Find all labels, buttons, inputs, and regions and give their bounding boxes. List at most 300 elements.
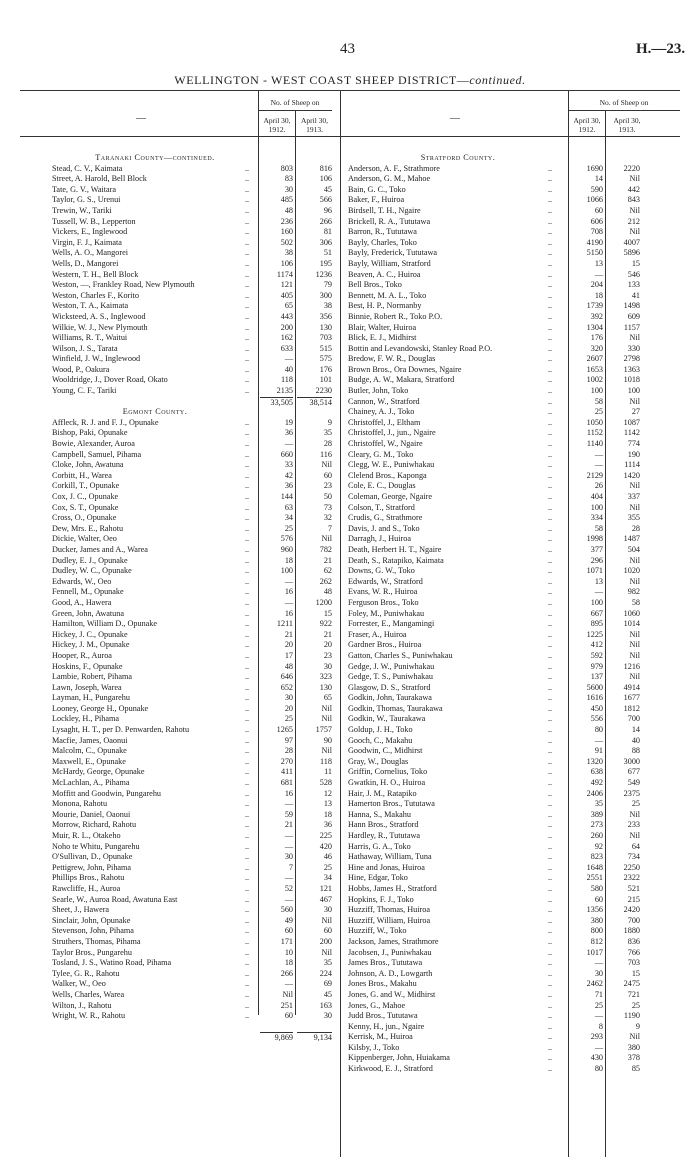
table-row [348, 428, 648, 439]
table-row [52, 1001, 332, 1012]
owner-name: Morrow, Richard, Rahotu [52, 820, 137, 830]
table-row [348, 206, 648, 217]
sheep-1912: — [284, 354, 293, 364]
owner-name: Bennett, M. A. L., Toko [348, 290, 427, 300]
owner-name: Pettigrew, John, Pihama [52, 862, 132, 872]
owner-name: Christoffel, W., Ngaire [348, 439, 423, 449]
owner-name: Sinclair, John, Opunake [52, 915, 131, 925]
sheep-1912: 20 [284, 640, 293, 650]
owner-name: Bredow, F. W. R., Douglas [348, 354, 436, 364]
owner-name: Maxwell, E., Opunake [52, 756, 126, 766]
table-row [348, 630, 648, 641]
table-row [348, 958, 648, 969]
sheep-1913: 81 [323, 227, 332, 237]
owner-name: Johnson, A. D., Lowgarth [348, 968, 433, 978]
table-row [52, 609, 332, 620]
owner-name: Lockley, H., Pihama [52, 714, 119, 724]
right-subheader-rule [568, 110, 680, 111]
owner-name: Wilson, J. S., Tarata [52, 343, 118, 353]
leader-dots: .. [548, 343, 553, 353]
leader-dots: .. [245, 597, 250, 607]
header-bottom-rule [20, 136, 680, 137]
table-row [52, 873, 332, 884]
owner-name: Bayly, Charles, Toko [348, 237, 417, 247]
sheep-1913: 163 [319, 1000, 332, 1010]
sheep-1913: 73 [323, 502, 332, 512]
sheep-1912: 380 [590, 915, 603, 925]
table-row [52, 767, 332, 778]
sheep-1912: 28 [284, 746, 293, 756]
sheep-1912: — [284, 831, 293, 840]
owner-name: Mourie, Daniel, Oaonui [52, 809, 131, 819]
leader-dots: .. [548, 184, 553, 194]
sheep-1912: 38 [284, 248, 293, 258]
sheep-1913: 262 [319, 576, 332, 586]
left-header-no-of-sheep: No. of Sheep on [270, 98, 320, 107]
table-row [348, 598, 648, 609]
owner-name: Godkin, Thomas, Taurakawa [348, 703, 443, 713]
leader-dots: .. [245, 428, 250, 438]
sheep-1913: 609 [627, 311, 640, 321]
sheep-1913: 118 [320, 756, 332, 766]
sheep-1913: 521 [627, 883, 640, 893]
owner-name: Hanna, S., Makahu [348, 809, 411, 819]
owner-name: Binnie, Robert R., Toko P.O. [348, 311, 443, 321]
page-number: 43 [340, 41, 355, 57]
sheep-1912: 91 [594, 746, 603, 756]
owner-name: Griffin, Cornelius, Toko [348, 767, 428, 777]
sheep-1913: 1420 [623, 470, 640, 480]
owner-name: Corkill, T., Opunake [52, 481, 120, 491]
sheep-1913: 36 [323, 820, 332, 830]
owner-name: Bishop, Paki, Opunake [52, 428, 128, 438]
table-row [52, 842, 332, 853]
sheep-1912: 80 [594, 1064, 603, 1074]
leader-dots: .. [548, 831, 553, 840]
leader-dots: .. [548, 322, 553, 332]
table-row [348, 990, 648, 1001]
table-row [348, 736, 648, 747]
table-row [52, 460, 332, 471]
sheep-1913: 515 [319, 343, 332, 353]
sheep-1913: 100 [627, 386, 640, 396]
owner-name: Hopkins, F. J., Toko [348, 894, 414, 904]
sheep-1912: 17 [284, 650, 293, 660]
leader-dots: .. [245, 343, 250, 353]
sheep-1912: 260 [590, 831, 603, 840]
table-row [348, 799, 648, 810]
table-row [52, 428, 332, 439]
table-row [348, 662, 648, 673]
sheep-1912: 708 [590, 227, 603, 237]
leader-dots: .. [548, 735, 553, 745]
sheep-1912: 1225 [586, 629, 603, 639]
owner-name: Foley, M., Puniwhakau [348, 608, 425, 618]
owner-name: Tosland, J. S., Watino Road, Pihama [52, 958, 172, 968]
sheep-1912: 1998 [586, 534, 603, 544]
owner-name: Young, C. F., Tariki [52, 386, 117, 396]
sheep-1913: 12 [323, 788, 332, 798]
leader-dots: .. [548, 1021, 553, 1031]
sheep-1912: 21 [284, 820, 293, 830]
page-code: H.—23. [636, 41, 686, 57]
sheep-1913: 23 [323, 481, 332, 491]
sheep-1913: 1087 [623, 417, 640, 427]
sheep-1912: 25 [284, 523, 293, 533]
sheep-1912: 21 [284, 629, 293, 639]
sheep-1913: 766 [627, 947, 640, 957]
sheep-1913: 38 [323, 301, 332, 311]
table-row [52, 545, 332, 556]
sheep-1913: 1498 [623, 301, 640, 311]
table-row [348, 905, 648, 916]
sheep-1913: Nil [629, 629, 640, 639]
owner-name: Goodwin, C., Midhirst [348, 746, 423, 756]
sheep-1912: 293 [590, 1032, 603, 1042]
table-row [52, 195, 332, 206]
leader-dots: .. [548, 460, 553, 470]
owner-name: Forrester, E., Mangamingi [348, 619, 435, 629]
sheep-1912: 2129 [586, 470, 603, 480]
table-row [52, 375, 332, 386]
owner-name: Dew, Mrs. E., Rahotu [52, 523, 124, 533]
table-row [52, 556, 332, 567]
sheep-1912: 1050 [586, 417, 603, 427]
sheep-1913: Nil [629, 672, 640, 682]
table-row [348, 640, 648, 651]
owner-name: Goldup, J. H., Toko [348, 725, 413, 735]
leader-dots: .. [245, 714, 250, 724]
leader-dots: .. [245, 576, 250, 586]
leader-dots: .. [548, 883, 553, 893]
owner-name: Lambie, Robert, Pihama [52, 672, 133, 682]
sheep-1913: 442 [627, 184, 640, 194]
leader-dots: .. [245, 947, 250, 957]
leader-dots: .. [548, 746, 553, 756]
sheep-1912: 681 [280, 778, 293, 788]
owner-name: Hamerton Bros., Tututawa [348, 799, 435, 809]
leader-dots: .. [548, 936, 553, 946]
owner-name: Bayly, William, Stratford [348, 258, 431, 268]
sheep-1912: 580 [590, 883, 603, 893]
sheep-1913: 195 [319, 258, 332, 268]
section-title: Taranaki County—continued. [95, 153, 215, 162]
sheep-1912: 1356 [586, 905, 603, 915]
owner-name: Dudley, E. J., Opunake [52, 555, 128, 565]
sheep-1912: — [594, 587, 603, 597]
sheep-1912: 100 [590, 386, 603, 396]
table-row [52, 503, 332, 514]
sheep-1913: 816 [319, 163, 332, 173]
sheep-1913: 546 [627, 269, 640, 279]
sheep-1912: 19 [284, 417, 293, 427]
leader-dots: .. [548, 979, 553, 989]
owner-name: Wells, Charles, Warea [52, 989, 125, 999]
sheep-1913: 190 [627, 449, 640, 459]
table-row [52, 990, 332, 1001]
sheep-1913: 11 [324, 767, 332, 777]
title-main: WELLINGTON - WEST COAST SHEEP DISTRICT— [174, 73, 470, 87]
owner-name: Hickey, J. C., Opunake [52, 629, 128, 639]
table-row [348, 566, 648, 577]
leader-dots: .. [245, 587, 250, 597]
table-row [52, 969, 332, 980]
owner-name: Wells, A. O., Mangorei [52, 248, 128, 258]
sheep-1913: 28 [323, 439, 332, 449]
owner-name: Dickie, Walter, Oeo [52, 534, 117, 544]
sheep-1912: 60 [594, 894, 603, 904]
sheep-1912: 1739 [586, 301, 603, 311]
owner-name: Edwards, W., Stratford [348, 576, 423, 586]
table-row [52, 852, 332, 863]
sheep-1912: 36 [284, 428, 293, 438]
leader-dots: .. [548, 799, 553, 809]
owner-name: Judd Bros., Tututawa [348, 1011, 418, 1021]
sheep-1913: Nil [629, 650, 640, 660]
table-row [348, 375, 648, 386]
table-row [52, 513, 332, 524]
table-row [348, 280, 648, 291]
left-name-header-dash: — [136, 113, 146, 124]
leader-dots: .. [245, 470, 250, 480]
sheep-1912: 660 [280, 449, 293, 459]
sheep-1912: 960 [280, 544, 293, 554]
leader-dots: .. [245, 852, 250, 862]
owner-name: Layman, H., Pungarehu [52, 693, 130, 703]
table-row [348, 1064, 648, 1075]
sheep-1913: Nil [629, 640, 640, 650]
sheep-1913: 215 [627, 894, 640, 904]
table-row [52, 640, 332, 651]
sheep-1912: 13 [594, 576, 603, 586]
sheep-1913: 23 [323, 650, 332, 660]
owner-name: Hobbs, James H., Stratford [348, 883, 437, 893]
sheep-1912: 606 [590, 216, 603, 226]
sheep-1913: 2475 [623, 979, 640, 989]
owner-name: Cannon, W., Stratford [348, 396, 420, 406]
leader-dots: .. [245, 460, 250, 470]
sheep-1912: 266 [280, 968, 293, 978]
leader-dots: .. [245, 333, 250, 343]
owner-name: Jackson, James, Strathmore [348, 936, 439, 946]
left-header-1913: April 30, 1913. [300, 116, 329, 134]
sheep-1913: Nil [629, 396, 640, 406]
owner-name: Cox, J. C., Opunake [52, 492, 119, 501]
leader-dots: .. [245, 809, 250, 819]
sheep-1913: 90 [323, 735, 332, 745]
table-row [348, 365, 648, 376]
sheep-1913: 130 [319, 322, 332, 332]
owner-name: Bottin and Levandowski, Stanley Road P.O. [348, 343, 493, 353]
sheep-1912: 10 [284, 947, 293, 957]
leader-dots: .. [245, 883, 250, 893]
leader-dots: .. [245, 555, 250, 565]
owner-name: Budge, A. W., Makara, Stratford [348, 375, 455, 385]
leader-dots: .. [548, 968, 553, 978]
owner-name: McLachlan, A., Pihama [52, 778, 130, 788]
owner-name: Christoffel, J., jun., Ngaire [348, 428, 436, 438]
owner-name: Ducker, James and A., Warea [52, 544, 148, 554]
leader-dots: .. [548, 958, 553, 968]
table-row [52, 280, 332, 291]
sheep-1913: Nil [321, 460, 332, 470]
sheep-1913: 1487 [623, 534, 640, 544]
leader-dots: .. [548, 714, 553, 724]
leader-dots: .. [548, 947, 553, 957]
owner-name: Wells, D., Mangorei [52, 258, 119, 268]
sheep-1913: Nil [629, 333, 640, 343]
table-row [348, 842, 648, 853]
owner-name: Green, John, Awatuna [52, 608, 125, 618]
leader-dots: .. [245, 958, 250, 968]
sheep-1912: 80 [594, 725, 603, 735]
sheep-1912: 204 [590, 280, 603, 290]
leader-dots: .. [245, 290, 250, 300]
sheep-1912: 2135 [276, 386, 293, 396]
sheep-1912: — [284, 799, 293, 809]
table-row [348, 725, 648, 736]
owner-name: Struthers, Thomas, Pihama [52, 936, 141, 946]
sheep-1912: — [594, 460, 603, 470]
right-name-header-dash: — [450, 113, 460, 124]
owner-name: Taylor, G. S., Urenui [52, 195, 121, 205]
owner-name: Virgin, F. J., Kaimata [52, 237, 122, 247]
sheep-1912: — [594, 1011, 603, 1021]
table-row [52, 937, 332, 948]
table-row [348, 979, 648, 990]
leader-dots: .. [548, 417, 553, 427]
owner-name: Butler, John, Toko [348, 386, 409, 396]
sheep-1912: 1304 [586, 322, 603, 332]
owner-name: Bain, G. C., Toko [348, 184, 406, 194]
table-row [348, 164, 648, 175]
sheep-1913: Nil [321, 746, 332, 756]
sheep-1912: 106 [280, 258, 293, 268]
sheep-1912: — [284, 979, 293, 989]
sheep-1913: 224 [319, 968, 332, 978]
owner-name: Street, A. Harold, Bell Block [52, 174, 147, 184]
sheep-1912: 7 [288, 862, 293, 872]
leader-dots: .. [245, 905, 250, 915]
sheep-1912: 176 [590, 333, 603, 343]
sheep-1913: 1157 [623, 322, 640, 332]
sheep-1912: 270 [280, 756, 293, 766]
sheep-1913: Nil [629, 227, 640, 237]
sheep-1912: 60 [284, 1011, 293, 1021]
sheep-1913: 2420 [623, 905, 640, 915]
owner-name: Anderson, A. F., Strathmore [348, 163, 440, 173]
sheep-1913: 1060 [623, 608, 640, 618]
leader-dots: .. [245, 205, 250, 215]
leader-dots: .. [245, 756, 250, 766]
owner-name: Cross, O., Opunake [52, 513, 117, 523]
sheep-1912: 1653 [586, 364, 603, 374]
table-row [52, 799, 332, 810]
table-row [348, 259, 648, 270]
leader-dots: .. [548, 492, 553, 501]
sheep-1913: 48 [323, 587, 332, 597]
sheep-1913: Nil [321, 915, 332, 925]
owner-name: Beaven, A. C., Huiroa [348, 269, 421, 279]
table-row [52, 926, 332, 937]
owner-name: Death, Herbert H. T., Ngaire [348, 544, 442, 554]
owner-name: Stead, C. V., Kaimata [52, 163, 123, 173]
owner-name: Hooper, R., Auroa [52, 650, 112, 660]
sheep-1912: 236 [280, 216, 293, 226]
table-row [52, 1011, 332, 1022]
table-row [52, 439, 332, 450]
sheep-1912: 556 [590, 714, 603, 724]
leader-dots: .. [548, 364, 553, 374]
leader-dots: .. [548, 280, 553, 290]
table-row [52, 365, 332, 376]
owner-name: Colson, T., Stratford [348, 502, 415, 512]
sheep-1913: 101 [319, 375, 332, 385]
owner-name: Gardner Bros., Huiroa [348, 640, 422, 650]
sheep-1912: — [594, 958, 603, 968]
leader-dots: .. [245, 227, 250, 237]
owner-name: Ferguson Bros., Toko [348, 597, 419, 607]
sheep-1912: 1017 [586, 947, 603, 957]
owner-name: Malcolm, C., Opunake [52, 746, 127, 756]
leader-dots: .. [548, 333, 553, 343]
sheep-1913: 420 [319, 841, 332, 851]
owner-name: Wright, W. R., Rahotu [52, 1011, 126, 1021]
sheep-1913: 233 [627, 820, 640, 830]
sheep-1912: 58 [594, 523, 603, 533]
leader-dots: .. [245, 1011, 250, 1021]
owner-name: Kerrisk, M., Huiroa [348, 1032, 413, 1042]
table-row [348, 577, 648, 588]
table-row [348, 831, 648, 842]
table-row [348, 969, 648, 980]
section-heading [348, 153, 648, 164]
sheep-1913: Nil [321, 714, 332, 724]
leader-dots: .. [245, 672, 250, 682]
sheep-1912: 377 [590, 544, 603, 554]
sheep-1913: 1236 [315, 269, 332, 279]
leader-dots: .. [548, 163, 553, 173]
table-row [348, 937, 648, 948]
leader-dots: .. [245, 513, 250, 523]
owner-name: Hickey, J. M., Opunake [52, 640, 130, 650]
table-row [348, 1001, 648, 1012]
sheep-1913: 566 [319, 195, 332, 205]
sheep-1912: 1152 [586, 428, 603, 438]
sheep-1913: 330 [627, 343, 640, 353]
table-row [348, 820, 648, 831]
section-heading [52, 153, 332, 164]
table-row [348, 407, 648, 418]
leader-dots: .. [245, 778, 250, 788]
table-row [52, 577, 332, 588]
sheep-1913: 467 [319, 894, 332, 904]
right-header-1913: April 30, 1913. [613, 116, 641, 134]
sheep-1912: — [594, 1042, 603, 1052]
sheep-1912: 30 [284, 184, 293, 194]
sheep-1912: 48 [284, 205, 293, 215]
total-row [52, 397, 332, 408]
center-divider [340, 90, 341, 1157]
sheep-1912: 33 [284, 460, 293, 470]
sheep-1913: 133 [627, 280, 640, 290]
sheep-1912: 200 [280, 322, 293, 332]
table-row [52, 789, 332, 800]
owner-name: Moffitt and Goodwin, Pungarehu [52, 788, 162, 798]
owner-name: Hair, J. M., Ratapiko [348, 788, 417, 798]
sheep-1913: Nil [629, 1032, 640, 1042]
sheep-1912: 590 [590, 184, 603, 194]
